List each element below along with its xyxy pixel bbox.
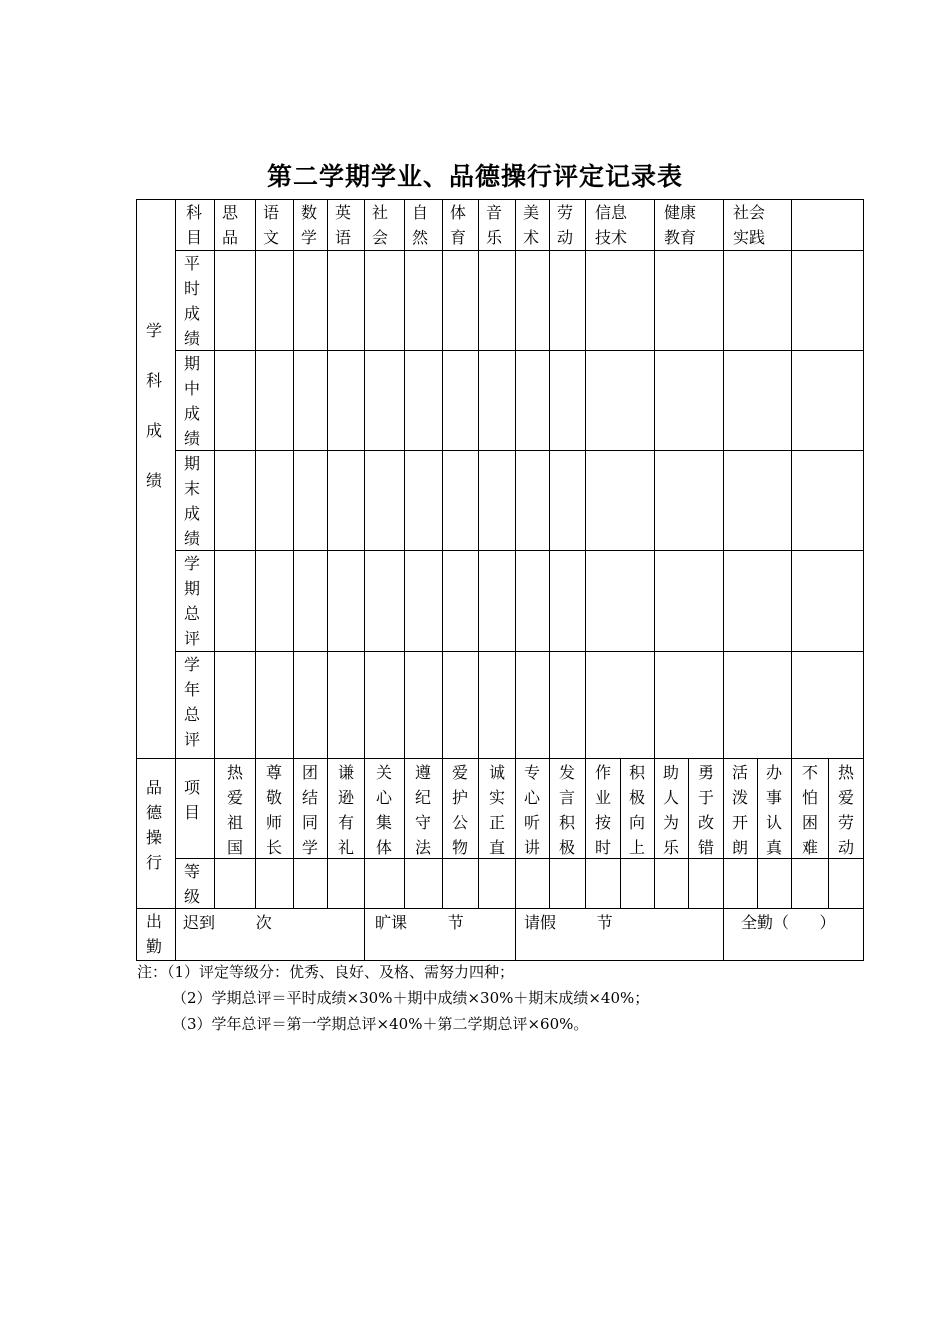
- score-cell[interactable]: [723, 550, 792, 652]
- conduct-grade-cell[interactable]: [364, 858, 405, 909]
- score-cell[interactable]: [515, 550, 550, 652]
- conduct-item-5: 遵纪守法: [414, 763, 431, 857]
- conduct-item-9: 发言积极: [558, 763, 575, 857]
- score-cell[interactable]: [214, 651, 256, 759]
- conduct-grade-cell[interactable]: [214, 858, 256, 909]
- row-label-4: 学年总评: [183, 655, 200, 749]
- conduct-grade-cell[interactable]: [757, 858, 792, 909]
- subject-label-11: 健康 教育: [664, 203, 697, 247]
- score-cell[interactable]: [654, 450, 724, 551]
- page-title: 第二学期学业、品德操行评定记录表: [266, 162, 683, 191]
- row-label-3: 学期总评: [183, 554, 200, 648]
- score-cell[interactable]: [549, 250, 586, 351]
- conduct-grade-cell[interactable]: [723, 858, 758, 909]
- score-cell[interactable]: [293, 550, 328, 652]
- score-cell[interactable]: [327, 350, 365, 451]
- subject-label-2: 数学: [300, 203, 317, 247]
- score-cell[interactable]: [404, 350, 443, 451]
- score-cell[interactable]: [723, 450, 792, 551]
- attendance-leave: 请假 节: [524, 913, 613, 932]
- subject-label-6: 体育: [449, 203, 466, 247]
- note-line-3: （3）学年总评＝第一学期总评×40%＋第二学期总评×60%。: [172, 1015, 589, 1033]
- subject-label-12: 社会 实践: [733, 203, 766, 247]
- conduct-grade-cell[interactable]: [404, 858, 443, 909]
- conduct-item-17: 热爱劳动: [837, 763, 854, 857]
- score-cell[interactable]: [293, 450, 328, 551]
- score-cell[interactable]: [442, 250, 479, 351]
- score-cell[interactable]: [478, 250, 516, 351]
- conduct-grade-cell[interactable]: [828, 858, 864, 909]
- subject-header-label: 科目: [185, 203, 202, 247]
- conduct-item-7: 诚实正直: [488, 763, 505, 857]
- row-label-2: 期末成绩: [183, 454, 200, 548]
- score-cell[interactable]: [404, 250, 443, 351]
- subject-label-10: 信息 技术: [595, 203, 628, 247]
- score-cell[interactable]: [654, 550, 724, 652]
- score-cell[interactable]: [515, 651, 550, 759]
- section-label-academic-char: 科: [145, 371, 162, 390]
- score-cell[interactable]: [327, 450, 365, 551]
- conduct-grade-cell[interactable]: [585, 858, 621, 909]
- score-cell[interactable]: [442, 350, 479, 451]
- conduct-grade-cell[interactable]: [478, 858, 516, 909]
- subject-label-9: 劳动: [556, 203, 573, 247]
- score-cell[interactable]: [585, 250, 655, 351]
- score-cell[interactable]: [723, 350, 792, 451]
- score-cell[interactable]: [515, 450, 550, 551]
- score-cell[interactable]: [404, 450, 443, 551]
- score-cell[interactable]: [364, 550, 405, 652]
- score-cell[interactable]: [515, 350, 550, 451]
- score-cell[interactable]: [364, 651, 405, 759]
- score-cell[interactable]: [327, 250, 365, 351]
- score-cell[interactable]: [791, 250, 864, 351]
- score-cell[interactable]: [791, 651, 864, 759]
- conduct-item-16: 不怕困难: [801, 763, 818, 857]
- score-cell[interactable]: [478, 350, 516, 451]
- conduct-item-2: 团结同学: [301, 763, 318, 857]
- score-cell[interactable]: [791, 550, 864, 652]
- score-cell[interactable]: [585, 450, 655, 551]
- subject-label-7: 音乐: [485, 203, 502, 247]
- conduct-grade-cell[interactable]: [327, 858, 365, 909]
- conduct-grade-cell[interactable]: [688, 858, 724, 909]
- score-cell[interactable]: [654, 651, 724, 759]
- score-cell[interactable]: [255, 450, 294, 551]
- conduct-grade-label: 等级: [183, 862, 200, 906]
- conduct-item-0: 热爱祖国: [226, 763, 243, 857]
- score-cell[interactable]: [404, 651, 443, 759]
- score-cell[interactable]: [478, 651, 516, 759]
- score-cell[interactable]: [585, 550, 655, 652]
- attendance-full: 全勤（ ）: [741, 913, 836, 932]
- score-cell[interactable]: [255, 651, 294, 759]
- score-cell[interactable]: [214, 350, 256, 451]
- conduct-item-13: 勇于改错: [697, 763, 714, 857]
- score-cell[interactable]: [442, 550, 479, 652]
- score-cell[interactable]: [442, 450, 479, 551]
- attendance-label: 出勤: [145, 912, 162, 956]
- score-cell[interactable]: [442, 651, 479, 759]
- subject-label-3: 英语: [334, 203, 351, 247]
- section-label-conduct: 品德操行: [145, 778, 162, 872]
- conduct-item-15: 办事认真: [765, 763, 782, 857]
- score-cell[interactable]: [723, 250, 792, 351]
- subject-label-8: 美术: [522, 203, 539, 247]
- score-cell[interactable]: [327, 550, 365, 652]
- score-cell[interactable]: [585, 350, 655, 451]
- conduct-grade-cell[interactable]: [620, 858, 655, 909]
- score-cell[interactable]: [255, 350, 294, 451]
- score-cell[interactable]: [214, 550, 256, 652]
- note-line-1: 注：（1）评定等级分：优秀、良好、及格、需努力四种；: [137, 963, 515, 981]
- score-cell[interactable]: [791, 450, 864, 551]
- score-cell[interactable]: [549, 450, 586, 551]
- header-cell[interactable]: [791, 199, 864, 251]
- conduct-item-4: 关心集体: [375, 763, 392, 857]
- row-label-1: 期中成绩: [183, 354, 200, 448]
- score-cell[interactable]: [549, 550, 586, 652]
- conduct-item-1: 尊敬师长: [265, 763, 282, 857]
- row-label-0: 平时成绩: [183, 254, 200, 348]
- score-cell[interactable]: [478, 550, 516, 652]
- conduct-grade-cell[interactable]: [791, 858, 829, 909]
- conduct-grade-cell[interactable]: [549, 858, 586, 909]
- conduct-item-3: 谦逊有礼: [337, 763, 354, 857]
- conduct-item-8: 专心听讲: [523, 763, 540, 857]
- score-cell[interactable]: [549, 651, 586, 759]
- subject-label-4: 社会: [371, 203, 388, 247]
- conduct-item-14: 活泼开朗: [731, 763, 748, 857]
- conduct-item-12: 助人为乐: [662, 763, 679, 857]
- score-cell[interactable]: [255, 550, 294, 652]
- conduct-item-10: 作业按时: [594, 763, 611, 857]
- score-cell[interactable]: [364, 250, 405, 351]
- score-cell[interactable]: [293, 651, 328, 759]
- score-cell[interactable]: [585, 651, 655, 759]
- score-cell[interactable]: [404, 550, 443, 652]
- subject-label-5: 自然: [411, 203, 428, 247]
- score-cell[interactable]: [654, 250, 724, 351]
- score-cell[interactable]: [214, 450, 256, 551]
- score-cell[interactable]: [549, 350, 586, 451]
- conduct-grade-cell[interactable]: [654, 858, 689, 909]
- score-cell[interactable]: [791, 350, 864, 451]
- score-cell[interactable]: [214, 250, 256, 351]
- conduct-grade-cell[interactable]: [255, 858, 294, 909]
- score-cell[interactable]: [654, 350, 724, 451]
- section-label-academic-char: 成: [145, 421, 162, 440]
- score-cell[interactable]: [327, 651, 365, 759]
- conduct-grade-cell[interactable]: [293, 858, 328, 909]
- score-cell[interactable]: [293, 350, 328, 451]
- score-cell[interactable]: [478, 450, 516, 551]
- attendance-late: 迟到 次: [183, 913, 272, 932]
- score-cell[interactable]: [364, 350, 405, 451]
- conduct-grade-cell[interactable]: [515, 858, 550, 909]
- score-cell[interactable]: [255, 250, 294, 351]
- score-cell[interactable]: [293, 250, 328, 351]
- subject-label-1: 语文: [262, 203, 279, 247]
- score-cell[interactable]: [723, 651, 792, 759]
- attendance-truancy: 旷课 节: [375, 913, 464, 932]
- score-cell[interactable]: [364, 450, 405, 551]
- conduct-item-11: 积极向上: [628, 763, 645, 857]
- conduct-item-label: 项目: [183, 778, 200, 822]
- conduct-item-6: 爱护公物: [451, 763, 468, 857]
- section-label-academic-char: 绩: [145, 471, 162, 490]
- conduct-grade-cell[interactable]: [442, 858, 479, 909]
- subject-label-0: 思品: [221, 203, 238, 247]
- section-label-academic-char: 学: [145, 321, 162, 340]
- note-line-2: （2）学期总评＝平时成绩×30%＋期中成绩×30%＋期末成绩×40%；: [172, 989, 650, 1007]
- score-cell[interactable]: [515, 250, 550, 351]
